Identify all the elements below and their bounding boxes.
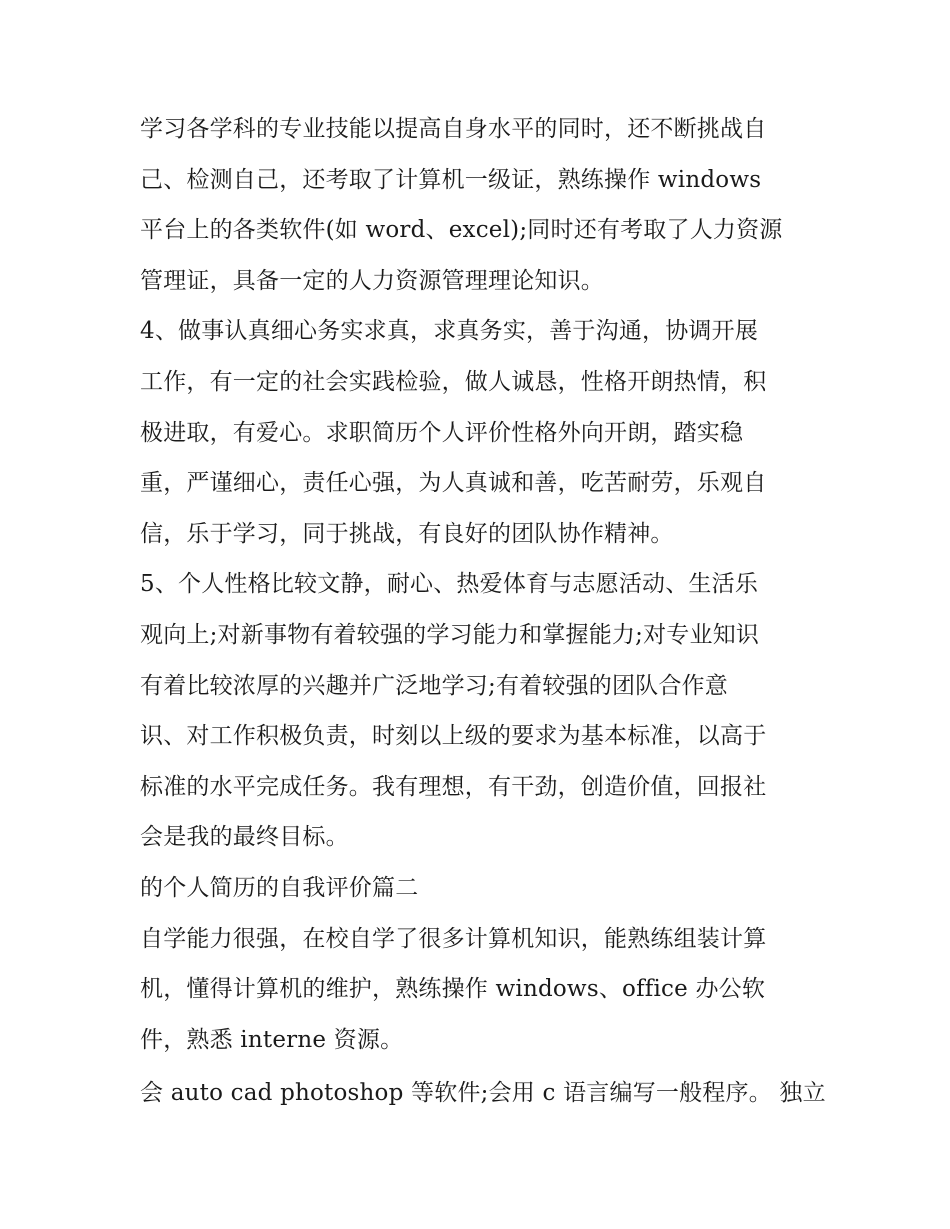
text-line: 5、个人性格比较文静，耐心、热爱体育与志愿活动、生活乐	[140, 571, 759, 598]
text-line: 会是我的最终目标。	[140, 824, 349, 851]
text-line: 管理证，具备一定的人力资源管理理论知识。	[140, 267, 604, 294]
text-line: 识、对工作积极负责，时刻以上级的要求为基本标准，以高于	[140, 723, 767, 750]
text-line: 有着比较浓厚的兴趣并广泛地学习;有着较强的团队合作意	[140, 672, 728, 699]
text-line: 极进取，有爱心。求职简历个人评价性格外向开朗，踏实稳	[140, 419, 744, 446]
text-line: 工作，有一定的社会实践检验，做人诚恳，性格开朗热情，积	[140, 368, 767, 395]
text-line: 标准的水平完成任务。我有理想，有干劲，创造价值，回报社	[140, 773, 767, 800]
text-line: 4、做事认真细心务实求真，求真务实，善于沟通，协调开展	[140, 318, 759, 345]
text-line: 会 auto cad photoshop 等软件;会用 c 语言编写一般程序。 独立	[140, 1080, 826, 1107]
text-line: 重，严谨细心，责任心强，为人真诚和善，吃苦耐劳，乐观自	[140, 470, 767, 497]
text-line: 平台上的各类软件(如 word、excel);同时还有考取了人力资源	[140, 217, 783, 244]
section-heading: 的个人简历的自我评价篇二	[140, 874, 419, 901]
text-line: 己、检测自己，还考取了计算机一级证，熟练操作 windows	[140, 166, 762, 193]
text-line: 机，懂得计算机的维护，熟练操作 windows、office 办公软	[140, 976, 766, 1003]
text-line: 自学能力很强，在校自学了很多计算机知识，能熟练组装计算	[140, 925, 767, 952]
text-line: 件，熟悉 interne 资源。	[140, 1026, 404, 1053]
text-line: 观向上;对新事物有着较强的学习能力和掌握能力;对专业知识	[140, 621, 760, 648]
text-line: 信，乐于学习，同于挑战，有良好的团队协作精神。	[140, 520, 674, 547]
text-line: 学习各学科的专业技能以提高自身水平的同时，还不断挑战自	[140, 116, 767, 142]
document-body	[140, 104, 826, 1119]
